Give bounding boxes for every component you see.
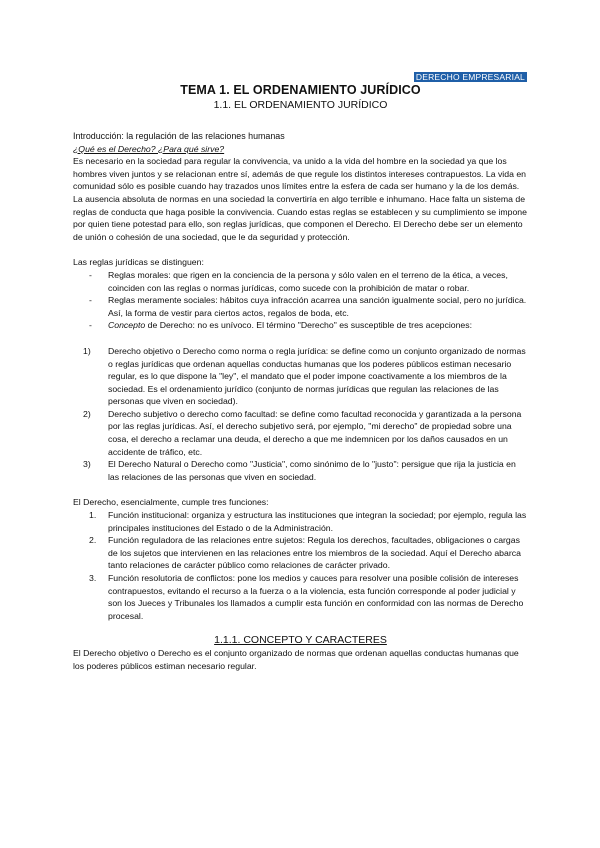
list-item-text: Derecho objetivo o Derecho como norma o regla jurídica: se define como un conjunto organizado de normas o reglas jurídicas que ordenan aquellas conductas humanas que los poderes públicos estiman necesario regular, es lo que dispone la "ley", el mandato que el poder impone coactivamente a los miembros de la sociedad. Es el ordenamiento jurídico (conjunto de normas jurídicas que regulan las relaciones de las personas que viven en sociedad). [108,345,526,407]
dash-bullet: - [89,320,92,331]
list-item [73,319,528,332]
list-number: 1) [83,345,91,356]
list-item-text: Derecho subjetivo o derecho como facultad: se define como facultad reconocida y garantizada a la persona por las reglas jurídicas. Así, el derecho subjetivo será, por ejemplo, "mi derecho" de propiedad sobre una cosa, el derecho a reclamar una deuda, el derecho a que me indemnicen por los daños causados en un accidente de tráfico, etc. [108,408,522,457]
section-paragraph: El Derecho objetivo o Derecho es el conjunto organizado de normas que ordenan aquellas conductas humanas que los poderes públicos estiman necesario regular. [73,648,519,671]
intro-paragraph: Es necesario en la sociedad para regular la convivencia, va unido a la vida del hombre en la sociedad ya que los hombres viven juntos y se relacionan entre sí, además de que regule los distintos intereses contrapuestos. La vida en comunidad sólo es posible cuando hay trazados unos límites entre la esfera de cada ser humano y la de los demás. La ausencia absoluta de normas en una sociedad la convertiría en algo terrible e inhumano. Hace falta un sistema de reglas de conducta que haga posible la convivencia. Cuando estas reglas se establecen y su cumplimiento se impone por quien tiene potestad para ello, son reglas jurídicas, que componen el Derecho. El Derecho debe ser un elemento de unión o cohesión de una sociedad, que le da seguridad y protección. [73,156,527,242]
list-number: 2. [89,535,97,546]
document-content [73,83,528,673]
rules-lead: Las reglas jurídicas se distinguen: [73,257,204,268]
list-item [73,269,528,294]
subject-tag: DERECHO EMPRESARIAL [415,72,525,82]
list-number: 1. [89,510,97,521]
list-item-label: Concepto [108,320,146,331]
intro-question: ¿Qué es el Derecho? ¿Para qué sirve? [73,143,225,154]
acepciones-list [73,345,528,484]
rules-list [73,269,528,332]
intro-title: Introducción: la regulación de las relaciones humanas [73,131,285,141]
document-title: TEMA 1. EL ORDENAMIENTO JURÍDICO [180,83,421,97]
dash-bullet: - [89,295,92,306]
list-number: 2) [83,408,91,419]
section-title: 1.1.1. CONCEPTO Y CARACTERES [214,634,387,647]
functions-lead: El Derecho, esencialmente, cumple tres funciones: [73,497,269,508]
list-item [73,458,528,483]
list-item [73,534,528,572]
list-item-text: Reglas meramente sociales: hábitos cuya infracción acarrea una sanción igualmente social, pero no jurídica. Así, la forma de vestir para ciertos actos, regalos de boda, etc. [108,295,527,318]
list-item-text: de Derecho: no es unívoco. El término "Derecho" es susceptible de tres acepciones: [145,320,473,331]
list-number: 3) [83,459,91,470]
list-item [73,408,528,458]
list-item [73,509,528,534]
list-item [73,345,528,408]
dash-bullet: - [89,269,92,280]
list-item-text: Reglas morales: que rigen en la conciencia de la persona y sólo valen en el terreno de la ética, a veces, coinciden con las reglas o normas jurídicas, como sucede con la prohibición de matar o robar. [108,269,508,293]
list-number: 3. [89,573,97,583]
list-item-text: Función resolutoria de conflictos: pone los medios y cauces para resolver una posible colisión de intereses contrapuestos, evitando el recurso a la fuerza o a la violencia, esta función corresponde al poder judicial y son los Jueces y Tribunales los llamados a cumplir esta función en conformidad con las normas de Derecho procesal. [108,573,524,621]
list-item-text: El Derecho Natural o Derecho como "Justicia", como sinónimo de lo "justo": persigue que rija la justicia en las relaciones de las personas que viven en sociedad. [108,459,516,482]
document-subtitle: 1.1. EL ORDENAMIENTO JURÍDICO [213,99,388,111]
list-item [73,572,528,622]
list-item-text: Función institucional: organiza y estructura las instituciones que integran la sociedad; por ejemplo, regula las principales instituciones del Estado o de la Administración. [108,510,527,533]
list-item-text: Función reguladora de las relaciones entre sujetos: Regula los derechos, facultades, obligaciones o cargas de los sujetos que intervienen en las relaciones entre los miembros de la sociedad. Aquí el Derecho abarca tanto relaciones de carácter público como relaciones de carácter privado. [108,535,521,571]
functions-list [73,509,528,622]
list-item [73,294,528,319]
